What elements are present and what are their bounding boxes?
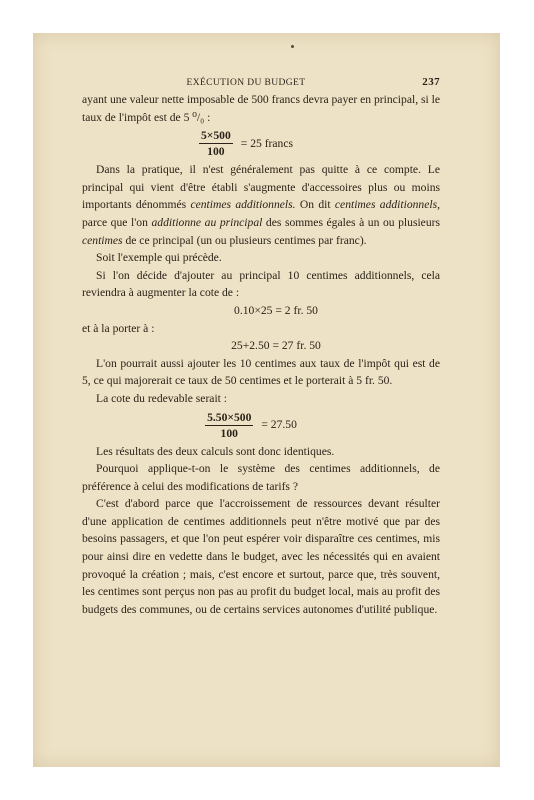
paragraph-3: Soit l'exemple qui précède. <box>96 251 222 265</box>
paragraph-9: Pourquoi applique-t-on le système des centimes additionnels, de préférence à celui des modifications de tarifs ? <box>82 462 440 493</box>
page-number: 237 <box>422 76 440 88</box>
italic-run: centimes additionnels. <box>190 198 296 212</box>
paragraph-6: L'on pourrait aussi ajouter les 10 centimes aux taux de l'impôt qui est de 5, ce qui majorerait ce taux de 50 centimes et le porterait à 5 fr. 50. <box>82 356 440 388</box>
text-run: des sommes égales à un ou plusieurs <box>262 215 441 229</box>
text-run: parce que l'on <box>82 215 152 229</box>
paragraph-1: ayant une valeur nette imposable de 500 francs devra payer en principal, si le taux de l'impôt est de 5 ⁰/₀ : <box>82 93 440 124</box>
formula-2: 0.10×25 = 2 fr. 50 <box>234 303 318 317</box>
paragraph-2 <box>82 161 440 249</box>
page-content <box>82 75 440 618</box>
text-run: On dit <box>295 198 335 212</box>
paragraph-10: C'est d'abord parce que l'accroissement de ressources devant résulter d'une application de centimes additionnels peut n'être motivé que par des besoins passagers, et que l'on peut espérer voir disparaître ces centimes, mis pour ainsi dire en vedette dans le budget, avec les nécessités qui en avaient provoqué la création ; mais, c'est encore et surtout, parce que, très souvent, les centimes sont perçus non pas au profit du budget local, mais au profit des budgets des communes, ou de certains services autonomes d'utilité publique. <box>82 497 440 616</box>
italic-run: centimes additionnels, <box>334 198 441 212</box>
fraction-1-denominator: 100 <box>207 145 225 159</box>
text-run: Dans la pratique, il n'est généralement pas quitte à ce compte. Le principal qui vient d'être établi s'augmente d'accessoires plus ou moins importants dénommés <box>82 163 440 212</box>
text-run: de ce principal (un ou plusieurs centimes par franc). <box>122 233 367 247</box>
fraction-1-numerator: 5×500 <box>200 129 231 143</box>
book-page <box>33 33 500 767</box>
paragraph-4: Si l'on décide d'ajouter au principal 10 centimes additionnels, cela reviendra à augmenter la cote de : <box>82 268 440 300</box>
italic-run: additionne au principal <box>151 215 263 229</box>
italic-run: centimes <box>82 233 123 247</box>
fraction-4-denominator: 100 <box>220 426 238 440</box>
formula-1-result: = 25 francs <box>240 136 294 150</box>
fraction-4 <box>205 410 253 441</box>
fraction-1 <box>199 128 233 159</box>
running-title: EXÉCUTION DU BUDGET <box>186 78 306 88</box>
fraction-4-numerator: 5.50×500 <box>207 410 252 424</box>
running-head <box>82 75 440 91</box>
formula-3: 25+2.50 = 27 fr. 50 <box>231 339 321 353</box>
speck <box>291 45 294 48</box>
formula-4-result: = 27.50 <box>261 418 297 432</box>
paragraph-8: Les résultats des deux calculs sont donc identiques. <box>96 444 335 458</box>
formula-1 <box>52 128 440 159</box>
paragraph-7: La cote du redevable serait : <box>96 391 228 405</box>
paragraph-5: et à la porter à : <box>82 321 155 335</box>
formula-4 <box>62 410 440 441</box>
